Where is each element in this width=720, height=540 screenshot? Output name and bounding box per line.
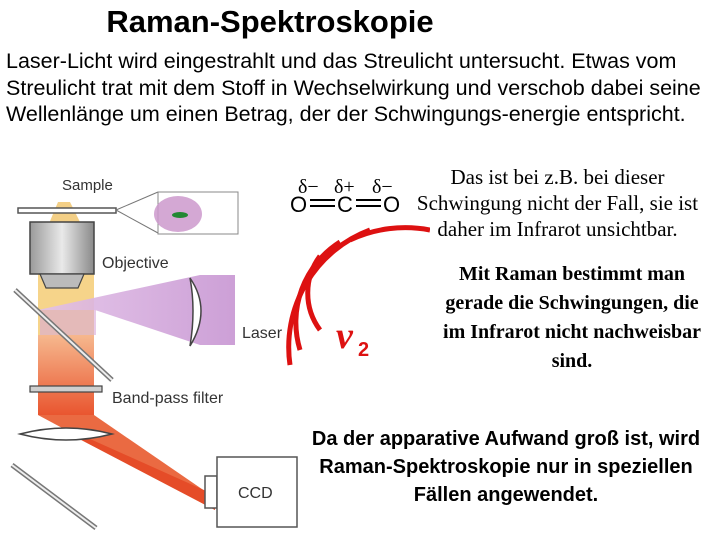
raman-beam [38, 335, 94, 415]
sample-label: Sample [62, 177, 113, 194]
ccd-label: CCD [238, 485, 273, 502]
effort-note: Da der apparative Aufwand groß ist, wird Raman-Spektroskopie nur in speziellen Fällen angewendet. [311, 428, 701, 506]
sample-dot [172, 212, 188, 218]
raman-setup-diagram [0, 160, 300, 540]
atom-o-right: O [383, 192, 401, 217]
intro-text: Laser-Licht wird eingestrahlt und das Streulicht untersucht. Etwas vom Streulicht trat mit dem Stoff in Wechselwirkung und verschob dabei seine Wellenlänge um einen Betrag, der der Schwingungs-energie entspricht. [6, 49, 701, 126]
objective-body [30, 222, 94, 274]
laser-label: Laser [242, 325, 283, 342]
atom-o-left: O [290, 192, 308, 217]
charge-left: δ− [298, 176, 319, 198]
infrared-note: Das ist bei z.B. bei dieser Schwingung nicht der Fall, sie ist daher im Infrarot unsichtbar. [416, 165, 699, 241]
wave-arc-2 [296, 242, 340, 350]
atom-c: C [337, 192, 353, 217]
ccd-housing-tab [205, 476, 217, 508]
vibration-subscript: 2 [358, 339, 370, 361]
raman-cone [62, 430, 215, 510]
vibration-label: ν [336, 315, 353, 357]
charge-right: δ− [372, 176, 393, 198]
page-title: Raman-Spektroskopie [106, 4, 434, 39]
raman-note: Mit Raman bestimmt man gerade die Schwingungen, die im Infrarot nicht nachweisbar sind. [443, 263, 701, 372]
objective-label: Objective [102, 255, 169, 272]
charge-center: δ+ [334, 176, 355, 198]
objective-nose [40, 274, 84, 288]
sample-slide [18, 208, 116, 213]
band-pass-filter [30, 386, 102, 392]
filter-label: Band-pass filter [112, 390, 224, 407]
